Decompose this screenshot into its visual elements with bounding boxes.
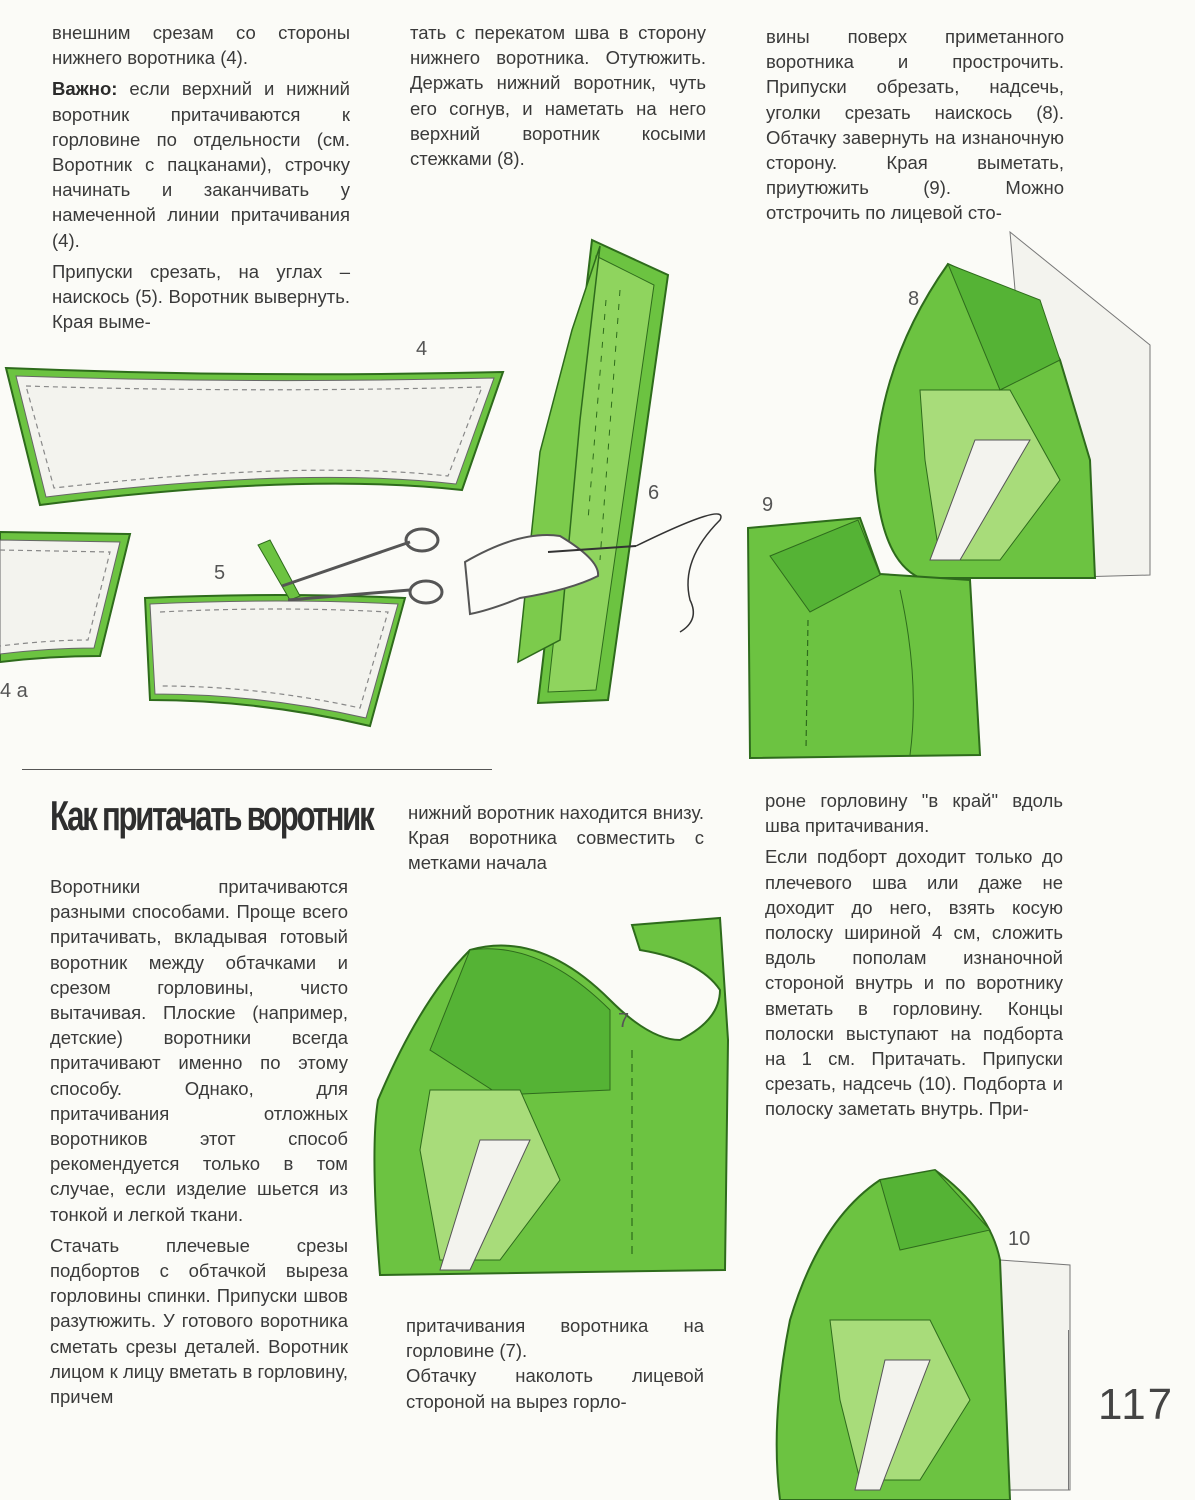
paragraph: Стачать плечевые срезы подбортов с обтачкой выреза горловины спинки. Припуски швов разутюжить. У готового воротника сметать срезы деталей. Воротник лицом к лицу вметать в горловину, причем xyxy=(50,1234,348,1408)
figure-4a-collar-corner xyxy=(0,532,130,662)
column-1-bottom xyxy=(50,874,348,1409)
figure-5-collar-trim xyxy=(145,540,405,726)
column-1-top xyxy=(52,20,350,334)
section-divider xyxy=(22,769,492,770)
figure-label-7: 7 xyxy=(618,1010,630,1032)
figure-label-4a: 4 а xyxy=(0,680,28,702)
column-3-bottom xyxy=(765,788,1063,1122)
paragraph: внешним срезам со стороны нижнего воротника (4). xyxy=(52,22,350,69)
paragraph-important xyxy=(52,76,350,252)
page-number-rule xyxy=(1068,1330,1069,1490)
column-2-middle xyxy=(408,800,704,876)
figure-label-6: 6 xyxy=(648,482,660,504)
paragraph: нижний воротник находится внизу. Края воротника совместить с метками начала xyxy=(408,802,704,874)
paragraph: Воротники притачиваются разными способами. Проще всего притачивать, вкладывая готовый воротник между обтачками и срезом горловины, чисто вытачивая. Плоские (например, детские) воротники всегда притачивают именно по этому способу. Однако, для притачивания отложных воротников этот способ рекомендуется только в том случае, если изделие шьется из тонкой и легкой ткани. xyxy=(50,876,348,1225)
paragraph: роне горловину "в край" вдоль шва притачивания. xyxy=(765,790,1063,837)
figure-label-9: 9 xyxy=(762,494,774,516)
figure-label-10: 10 xyxy=(1008,1228,1031,1250)
section-heading: Как притачать воротник xyxy=(50,792,373,839)
paragraph: тать с перекатом шва в сторону нижнего воротника. Отутюжить. Держать нижний воротник, чуть его согнув, и наметать на него верхний воротник косыми стежками (8). xyxy=(410,22,706,170)
column-3-top xyxy=(766,24,1064,226)
figure-label-4: 4 xyxy=(416,338,428,360)
paragraph: Припуски срезать, на углах – наискось (5). Воротник вывернуть. Края выме- xyxy=(52,260,350,333)
figure-label-5: 5 xyxy=(214,562,226,584)
figure-7-bodice xyxy=(374,918,728,1275)
important-text: если верхний и нижний воротник притачиваются к горловине по отдельности (см. Воротник с пацканами), строчку начинать и заканчивать у намеченной линии притачивания (4). xyxy=(52,78,350,251)
page-number: 117 xyxy=(1098,1380,1175,1429)
paragraph: вины поверх приметанного воротника и прострочить. Припуски обрезать, надсечь, уголки срезать наискось (8). Обтачку завернуть на изнаночную сторону. Края выметать, приутюжить (9). Можно отстрочить по лицевой сто- xyxy=(766,26,1064,224)
scissors-icon xyxy=(282,529,442,603)
figure-10-bodice xyxy=(777,1170,1070,1500)
figure-label-8: 8 xyxy=(908,288,920,310)
paragraph: Если подборт доходит только до плечевого шва или даже не доходит до него, взять косую полоску шириной 4 см, сложить вдоль пополам изнаночной стороной внутрь и по воротнику вметать в горловину. Концы полоски выступают на подборта на 1 см. Притачать. Припуски срезать, надсечь (10). Подборта и полоску заметать внутрь. При- xyxy=(765,846,1063,1120)
paragraph: притачивания воротника на горловине (7). xyxy=(406,1315,704,1362)
figure-8-neckline xyxy=(875,232,1150,578)
paragraph: Обтачку наколоть лицевой стороной на вырез горло- xyxy=(406,1365,704,1412)
figure-6-collar-baste xyxy=(518,240,668,703)
column-2-bottom xyxy=(406,1313,704,1414)
figure-4-collar xyxy=(6,368,503,505)
important-label: Важно: xyxy=(52,78,118,100)
column-2-top xyxy=(410,20,706,171)
